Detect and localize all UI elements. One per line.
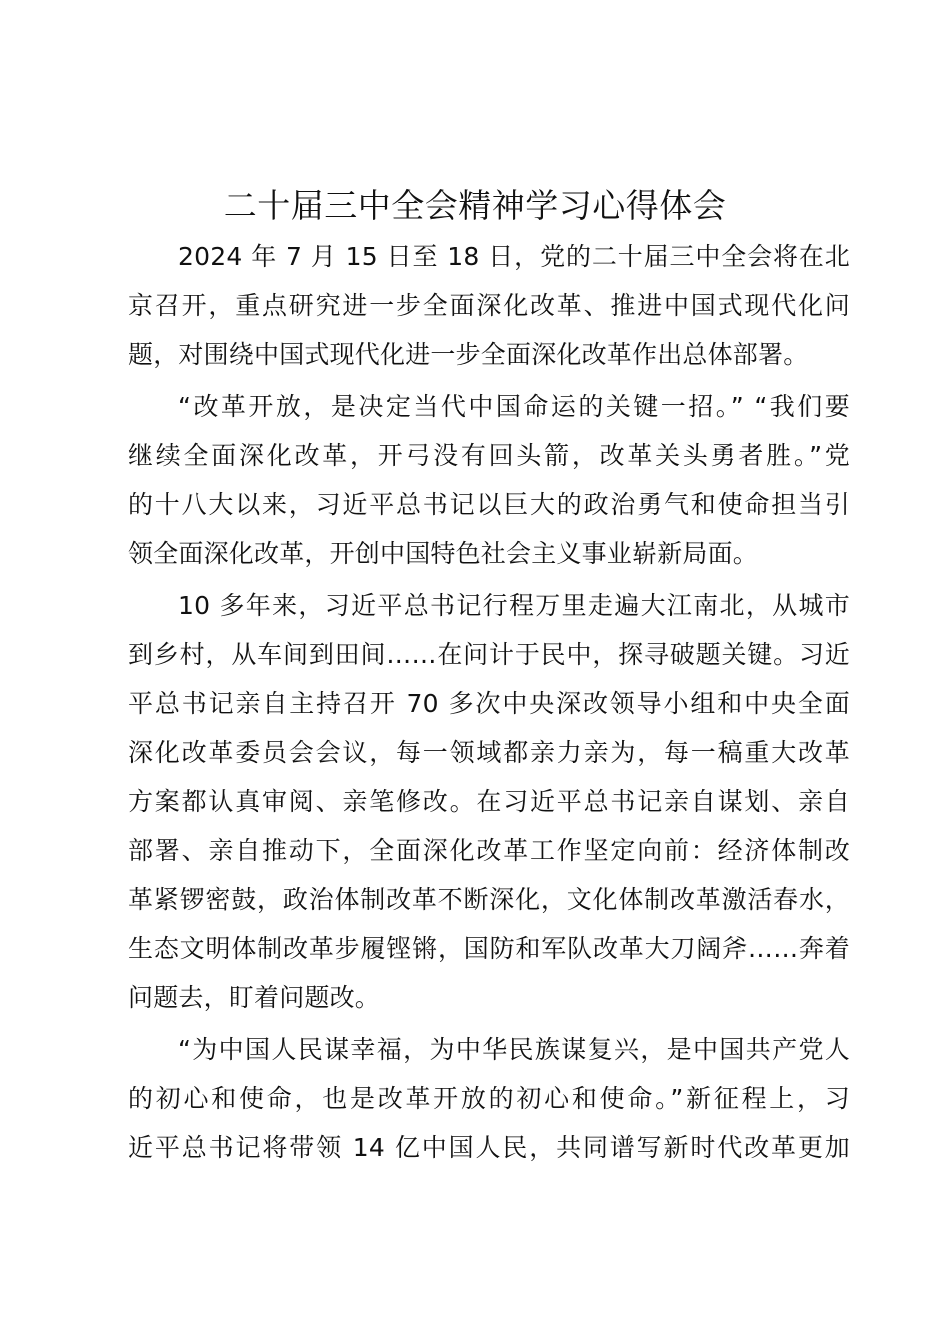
paragraph-line: 10 多年来，习近平总书记行程万里走遍大江南北，从城市 <box>178 591 850 620</box>
paragraph-line: “为中国人民谋幸福，为中华民族谋复兴，是中国共产党人 <box>178 1035 850 1064</box>
paragraph-line: 继续全面深化改革，开弓没有回头箭，改革关头勇者胜。”党 <box>128 441 850 470</box>
paragraph-line: 部署、亲自推动下，全面深化改革工作坚定向前：经济体制改 <box>128 836 850 865</box>
paragraph-2 <box>128 382 850 578</box>
paragraph-line: 平总书记亲自主持召开 70 多次中央深改领导小组和中央全面 <box>128 689 850 718</box>
paragraph-1 <box>128 232 850 379</box>
paragraph-line: 题，对围绕中国式现代化进一步全面深化改革作出总体部署。 <box>128 340 809 369</box>
paragraph-line: 2024 年 7 月 15 日至 18 日，党的二十届三中全会将在北 <box>178 242 850 271</box>
paragraph-line: 的十八大以来，习近平总书记以巨大的政治勇气和使命担当引 <box>128 490 850 519</box>
paragraph-line: 京召开，重点研究进一步全面深化改革、推进中国式现代化问 <box>128 291 850 320</box>
paragraph-3 <box>128 581 850 1022</box>
paragraph-line: 到乡村，从车间到田间……在问计于民中，探寻破题关键。习近 <box>128 640 850 669</box>
paragraph-line: 革紧锣密鼓，政治体制改革不断深化，文化体制改革激活春水， <box>128 885 850 914</box>
paragraph-line: “改革开放，是决定当代中国命运的关键一招。” “我们要 <box>178 392 850 421</box>
paragraph-line: 生态文明体制改革步履铿锵，国防和军队改革大刀阔斧……奔着 <box>128 934 850 963</box>
paragraph-line: 问题去，盯着问题改。 <box>128 983 381 1012</box>
document-title: 二十届三中全会精神学习心得体会 <box>223 186 727 225</box>
paragraph-4 <box>128 1025 850 1172</box>
document-body <box>128 232 850 1172</box>
paragraph-line: 领全面深化改革，开创中国特色社会主义事业崭新局面。 <box>128 539 759 568</box>
paragraph-line: 近平总书记将带领 14 亿中国人民，共同谱写新时代改革更加 <box>128 1133 850 1162</box>
paragraph-line: 深化改革委员会会议，每一领域都亲力亲为，每一稿重大改革 <box>128 738 850 767</box>
paragraph-line: 的初心和使命，也是改革开放的初心和使命。”新征程上，习 <box>128 1084 850 1113</box>
paragraph-line: 方案都认真审阅、亲笔修改。在习近平总书记亲自谋划、亲自 <box>128 787 850 816</box>
